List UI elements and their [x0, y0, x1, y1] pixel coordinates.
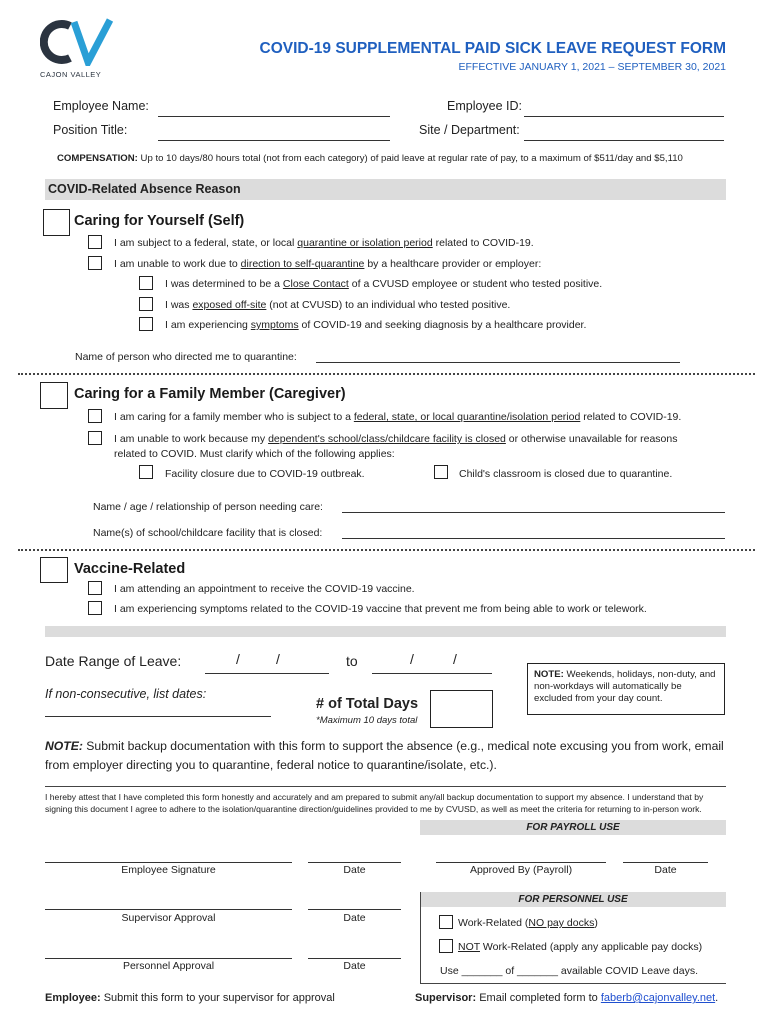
section-divider	[18, 373, 755, 375]
weekend-note-text: Weekends, holidays, non-duty, and non-workdays will automatically be excluded from your day count.	[534, 669, 716, 704]
vaccine-item2-text: I am experiencing symptoms related to the COVID-19 vaccine that prevent me from being able to work or telework.	[114, 603, 647, 615]
quarantine-director-field[interactable]	[316, 362, 680, 363]
self-sub1-link[interactable]: Close Contact	[282, 278, 349, 290]
supervisor-approval-field[interactable]	[45, 909, 292, 910]
self-item1-text	[114, 237, 534, 249]
facility-closure-text: Facility closure due to COVID-19 outbreak.	[165, 468, 365, 480]
family-section-checkbox[interactable]	[40, 382, 68, 409]
end-date-field[interactable]	[372, 673, 492, 674]
supervisor-approval-label: Supervisor Approval	[121, 912, 216, 924]
family-item2-text	[114, 433, 677, 445]
reason-header: COVID-Related Absence Reason	[48, 182, 241, 196]
employee-footer-text: Submit this form to your supervisor for approval	[100, 992, 335, 1004]
work-related-a: Work-Related (	[458, 917, 529, 929]
employee-signature-field[interactable]	[45, 862, 292, 863]
cv-logo-icon	[40, 18, 116, 66]
section-divider	[18, 549, 755, 551]
care-person-field[interactable]	[342, 512, 725, 513]
date-range-label: Date Range of Leave:	[45, 653, 182, 669]
weekend-note-box	[527, 663, 725, 715]
submit-note-text: Submit backup documentation with this form to support the absence (e.g., medical note excusing you from work, email from employer directing you to quarantine, federal notice to quarantine/isolate, etc.).	[45, 739, 724, 772]
self-sub1-text	[165, 278, 602, 290]
site-department-field[interactable]	[524, 140, 724, 141]
self-sub2-b: (not at CVUSD) to an individual who tested positive.	[266, 299, 511, 311]
self-section-checkbox[interactable]	[43, 209, 70, 236]
to-label: to	[346, 653, 358, 669]
employee-footer	[45, 992, 335, 1004]
closed-school-label: Name(s) of school/childcare facility that is closed:	[93, 527, 323, 539]
start-date-slash-2: /	[276, 651, 280, 667]
self-sub1-a: I was determined to be a	[165, 278, 283, 290]
self-sub1-b: of a CVUSD employee or student who tested positive.	[348, 278, 603, 290]
employee-name-label: Employee Name:	[53, 99, 149, 113]
self-item2-link[interactable]: direction to self-quarantine	[240, 258, 365, 270]
personnel-date-field[interactable]	[308, 958, 401, 959]
supervisor-footer	[415, 992, 718, 1004]
weekend-note-label: NOTE:	[534, 669, 564, 680]
personnel-box-border	[420, 892, 726, 984]
facility-closure-checkbox[interactable]	[139, 465, 153, 479]
covid-leave-days-text: Use _______ of _______ available COVID Leave days.	[440, 965, 699, 977]
supervisor-footer-text: Email completed form to	[476, 992, 601, 1004]
classroom-closed-text: Child's classroom is closed due to quarantine.	[459, 468, 673, 480]
payroll-approved-field[interactable]	[436, 862, 606, 863]
end-date-slash-1: /	[410, 651, 414, 667]
compensation-text	[57, 153, 737, 164]
employee-date-field[interactable]	[308, 862, 401, 863]
work-related-link: NO pay docks	[528, 917, 595, 929]
closed-school-field[interactable]	[342, 538, 725, 539]
total-days-field[interactable]	[430, 690, 493, 728]
start-date-slash-1: /	[236, 651, 240, 667]
family-item1-link[interactable]: federal, state, or local quarantine/isolation period	[353, 411, 581, 423]
attestation-text: I hereby attest that I have completed this form honestly and accurately and am prepared to submit any/all backup documentation to support my absence. I understand that by signing this document I agree to adhere to the isolation/quarantine direction/guidelines provided to me by CVUSD, as well as meet the criteria for returning to in-person work.	[45, 792, 704, 814]
family-item2-a: I am unable to work because my	[114, 433, 269, 445]
self-section-title: Caring for Yourself (Self)	[74, 213, 245, 229]
family-item1-a: I am caring for a family member who is subject to a	[114, 411, 354, 423]
compensation-label: COMPENSATION:	[57, 153, 138, 164]
personnel-approval-label: Personnel Approval	[122, 960, 215, 972]
site-department-label: Site / Department:	[419, 123, 520, 137]
supervisor-date-field[interactable]	[308, 909, 401, 910]
nonconsecutive-label: If non-consecutive, list dates:	[45, 687, 207, 701]
personnel-date-label: Date	[343, 960, 366, 972]
self-sub2-link[interactable]: exposed off-site	[192, 299, 267, 311]
payroll-header: FOR PAYROLL USE	[526, 822, 620, 833]
family-item2-text-cont: related to COVID. Must clarify which of the following applies:	[114, 448, 395, 460]
supervisor-date-label: Date	[343, 912, 366, 924]
employee-id-field[interactable]	[524, 116, 724, 117]
attest-divider	[45, 786, 726, 787]
start-date-field[interactable]	[205, 673, 329, 674]
vaccine-item1-checkbox[interactable]	[88, 581, 102, 595]
supervisor-footer-label: Supervisor:	[415, 992, 477, 1004]
self-item1-b: related to COVID-19.	[432, 237, 534, 249]
family-section-title: Caring for a Family Member (Caregiver)	[74, 386, 346, 402]
leave-divider-bar	[45, 626, 726, 637]
employee-date-label: Date	[343, 864, 366, 876]
vaccine-section-title: Vaccine-Related	[74, 561, 186, 577]
family-item2-checkbox[interactable]	[88, 431, 102, 445]
form-title: COVID-19 SUPPLEMENTAL PAID SICK LEAVE REQUEST FORM	[259, 40, 726, 57]
payroll-date-label: Date	[654, 864, 677, 876]
compensation-body: Up to 10 days/80 hours total (not from each category) of paid leave at regular rate of pay, to a maximum of $511/day and $5,110	[140, 153, 683, 164]
supervisor-email-link[interactable]: faberb@cajonvalley.net	[600, 992, 716, 1004]
not-work-related-b: Work-Related (apply any applicable pay docks)	[479, 941, 703, 953]
care-person-label: Name / age / relationship of person needing care:	[93, 501, 323, 513]
submit-note	[45, 737, 730, 775]
vaccine-item1-text: I am attending an appointment to receive the COVID-19 vaccine.	[114, 583, 415, 595]
work-related-b: )	[594, 917, 598, 929]
self-sub2-checkbox[interactable]	[139, 297, 153, 311]
family-item1-b: related to COVID-19.	[580, 411, 682, 423]
total-days-label: # of Total Days	[316, 696, 419, 712]
self-sub2-text	[165, 299, 510, 311]
self-item2-checkbox[interactable]	[88, 256, 102, 270]
self-item1-a: I am subject to a federal, state, or local	[114, 237, 298, 249]
quarantine-director-label: Name of person who directed me to quarantine:	[75, 351, 297, 363]
form-subtitle: EFFECTIVE JANUARY 1, 2021 – SEPTEMBER 30, 2021	[458, 61, 726, 73]
personnel-approval-field[interactable]	[45, 958, 292, 959]
logo-text: CAJON VALLEY	[40, 70, 102, 79]
vaccine-section-checkbox[interactable]	[40, 557, 68, 583]
position-title-label: Position Title:	[53, 123, 128, 137]
payroll-approved-label: Approved By (Payroll)	[469, 864, 573, 876]
submit-note-label: NOTE:	[45, 739, 83, 753]
family-item1-text	[114, 411, 681, 423]
cv-logo	[40, 18, 116, 78]
payroll-date-field[interactable]	[623, 862, 708, 863]
vaccine-item2-checkbox[interactable]	[88, 601, 102, 615]
personnel-header: FOR PERSONNEL USE	[518, 894, 628, 905]
self-sub1-checkbox[interactable]	[139, 276, 153, 290]
self-sub3-b: of COVID-19 and seeking diagnosis by a healthcare provider.	[298, 319, 587, 331]
position-title-field[interactable]	[158, 140, 390, 141]
family-item2-link[interactable]: dependent's school/class/childcare facility is closed	[268, 433, 506, 445]
self-item1-checkbox[interactable]	[88, 235, 102, 249]
employee-id-label: Employee ID:	[447, 99, 523, 113]
employee-footer-label: Employee:	[45, 992, 101, 1004]
self-sub3-checkbox[interactable]	[139, 317, 153, 331]
family-item2-b: or otherwise unavailable for reasons	[505, 433, 678, 445]
supervisor-footer-period: .	[715, 992, 719, 1004]
self-sub3-text	[165, 319, 586, 331]
self-sub3-a: I am experiencing	[165, 319, 251, 331]
self-item2-b: by a healthcare provider or employer:	[364, 258, 542, 270]
not-work-related-link: NOT	[458, 941, 480, 953]
employee-signature-label: Employee Signature	[121, 864, 216, 876]
family-item1-checkbox[interactable]	[88, 409, 102, 423]
classroom-closed-checkbox[interactable]	[434, 465, 448, 479]
self-item2-a: I am unable to work due to	[114, 258, 241, 270]
self-sub2-a: I was	[165, 299, 193, 311]
self-item2-text	[114, 258, 541, 270]
max-days-note: *Maximum 10 days total	[316, 715, 418, 726]
self-sub3-link[interactable]: symptoms	[250, 319, 299, 331]
employee-name-field[interactable]	[158, 116, 390, 117]
self-item1-link[interactable]: quarantine or isolation period	[297, 237, 433, 249]
end-date-slash-2: /	[453, 651, 457, 667]
nonconsecutive-field[interactable]	[45, 716, 271, 717]
